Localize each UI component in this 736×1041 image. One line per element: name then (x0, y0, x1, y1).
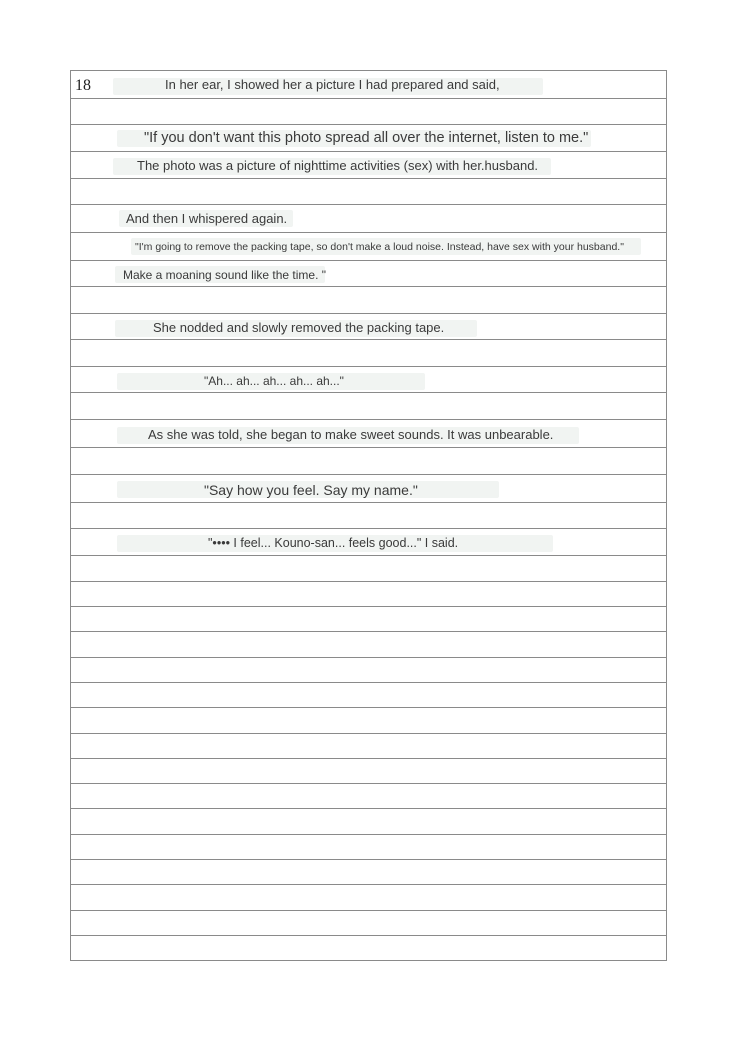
ruled-line (71, 178, 666, 179)
ruled-line (71, 151, 666, 152)
text-line: And then I whispered again. (126, 211, 288, 226)
ruled-line (71, 447, 666, 448)
ruled-line (71, 707, 666, 708)
ruled-line (71, 366, 666, 367)
ruled-line (71, 392, 666, 393)
text-line: "•••• I feel... Kouno-san... feels good..." I said. (208, 536, 459, 550)
ruled-line (71, 606, 666, 607)
text-line: Make a moaning sound like the time. " (123, 268, 327, 282)
ruled-line (71, 935, 666, 936)
text-line: The photo was a picture of nighttime activities (sex) with her.husband. (137, 158, 539, 173)
ruled-line (71, 682, 666, 683)
text-line: "Ah... ah... ah... ah... ah..." (204, 374, 344, 388)
lined-notebook-page (70, 70, 667, 961)
ruled-line (71, 657, 666, 658)
text-line: In her ear, I showed her a picture I had prepared and said, (165, 77, 500, 92)
text-line: "I'm going to remove the packing tape, so don't make a loud noise. Instead, have sex with your husband." (135, 241, 624, 253)
ruled-line (71, 474, 666, 475)
ruled-line (71, 313, 666, 314)
ruled-line (71, 528, 666, 529)
ruled-line (71, 783, 666, 784)
text-line: "If you don't want this photo spread all over the internet, listen to me." (144, 130, 589, 146)
ruled-line (71, 98, 666, 99)
ruled-line (71, 502, 666, 503)
ruled-line (71, 260, 666, 261)
ruled-line (71, 834, 666, 835)
text-line: As she was told, she began to make sweet sounds. It was unbearable. (148, 427, 554, 442)
ruled-line (71, 339, 666, 340)
text-line: She nodded and slowly removed the packing tape. (153, 320, 445, 335)
ruled-line (71, 286, 666, 287)
text-line: "Say how you feel. Say my name." (204, 482, 418, 498)
ruled-line (71, 124, 666, 125)
ruled-line (71, 733, 666, 734)
ruled-line (71, 859, 666, 860)
ruled-line (71, 884, 666, 885)
ruled-line (71, 631, 666, 632)
ruled-line (71, 581, 666, 582)
ruled-line (71, 808, 666, 809)
ruled-line (71, 758, 666, 759)
ruled-line (71, 555, 666, 556)
page-number: 18 (75, 77, 91, 94)
ruled-line (71, 232, 666, 233)
ruled-line (71, 910, 666, 911)
ruled-line (71, 204, 666, 205)
ruled-line (71, 419, 666, 420)
